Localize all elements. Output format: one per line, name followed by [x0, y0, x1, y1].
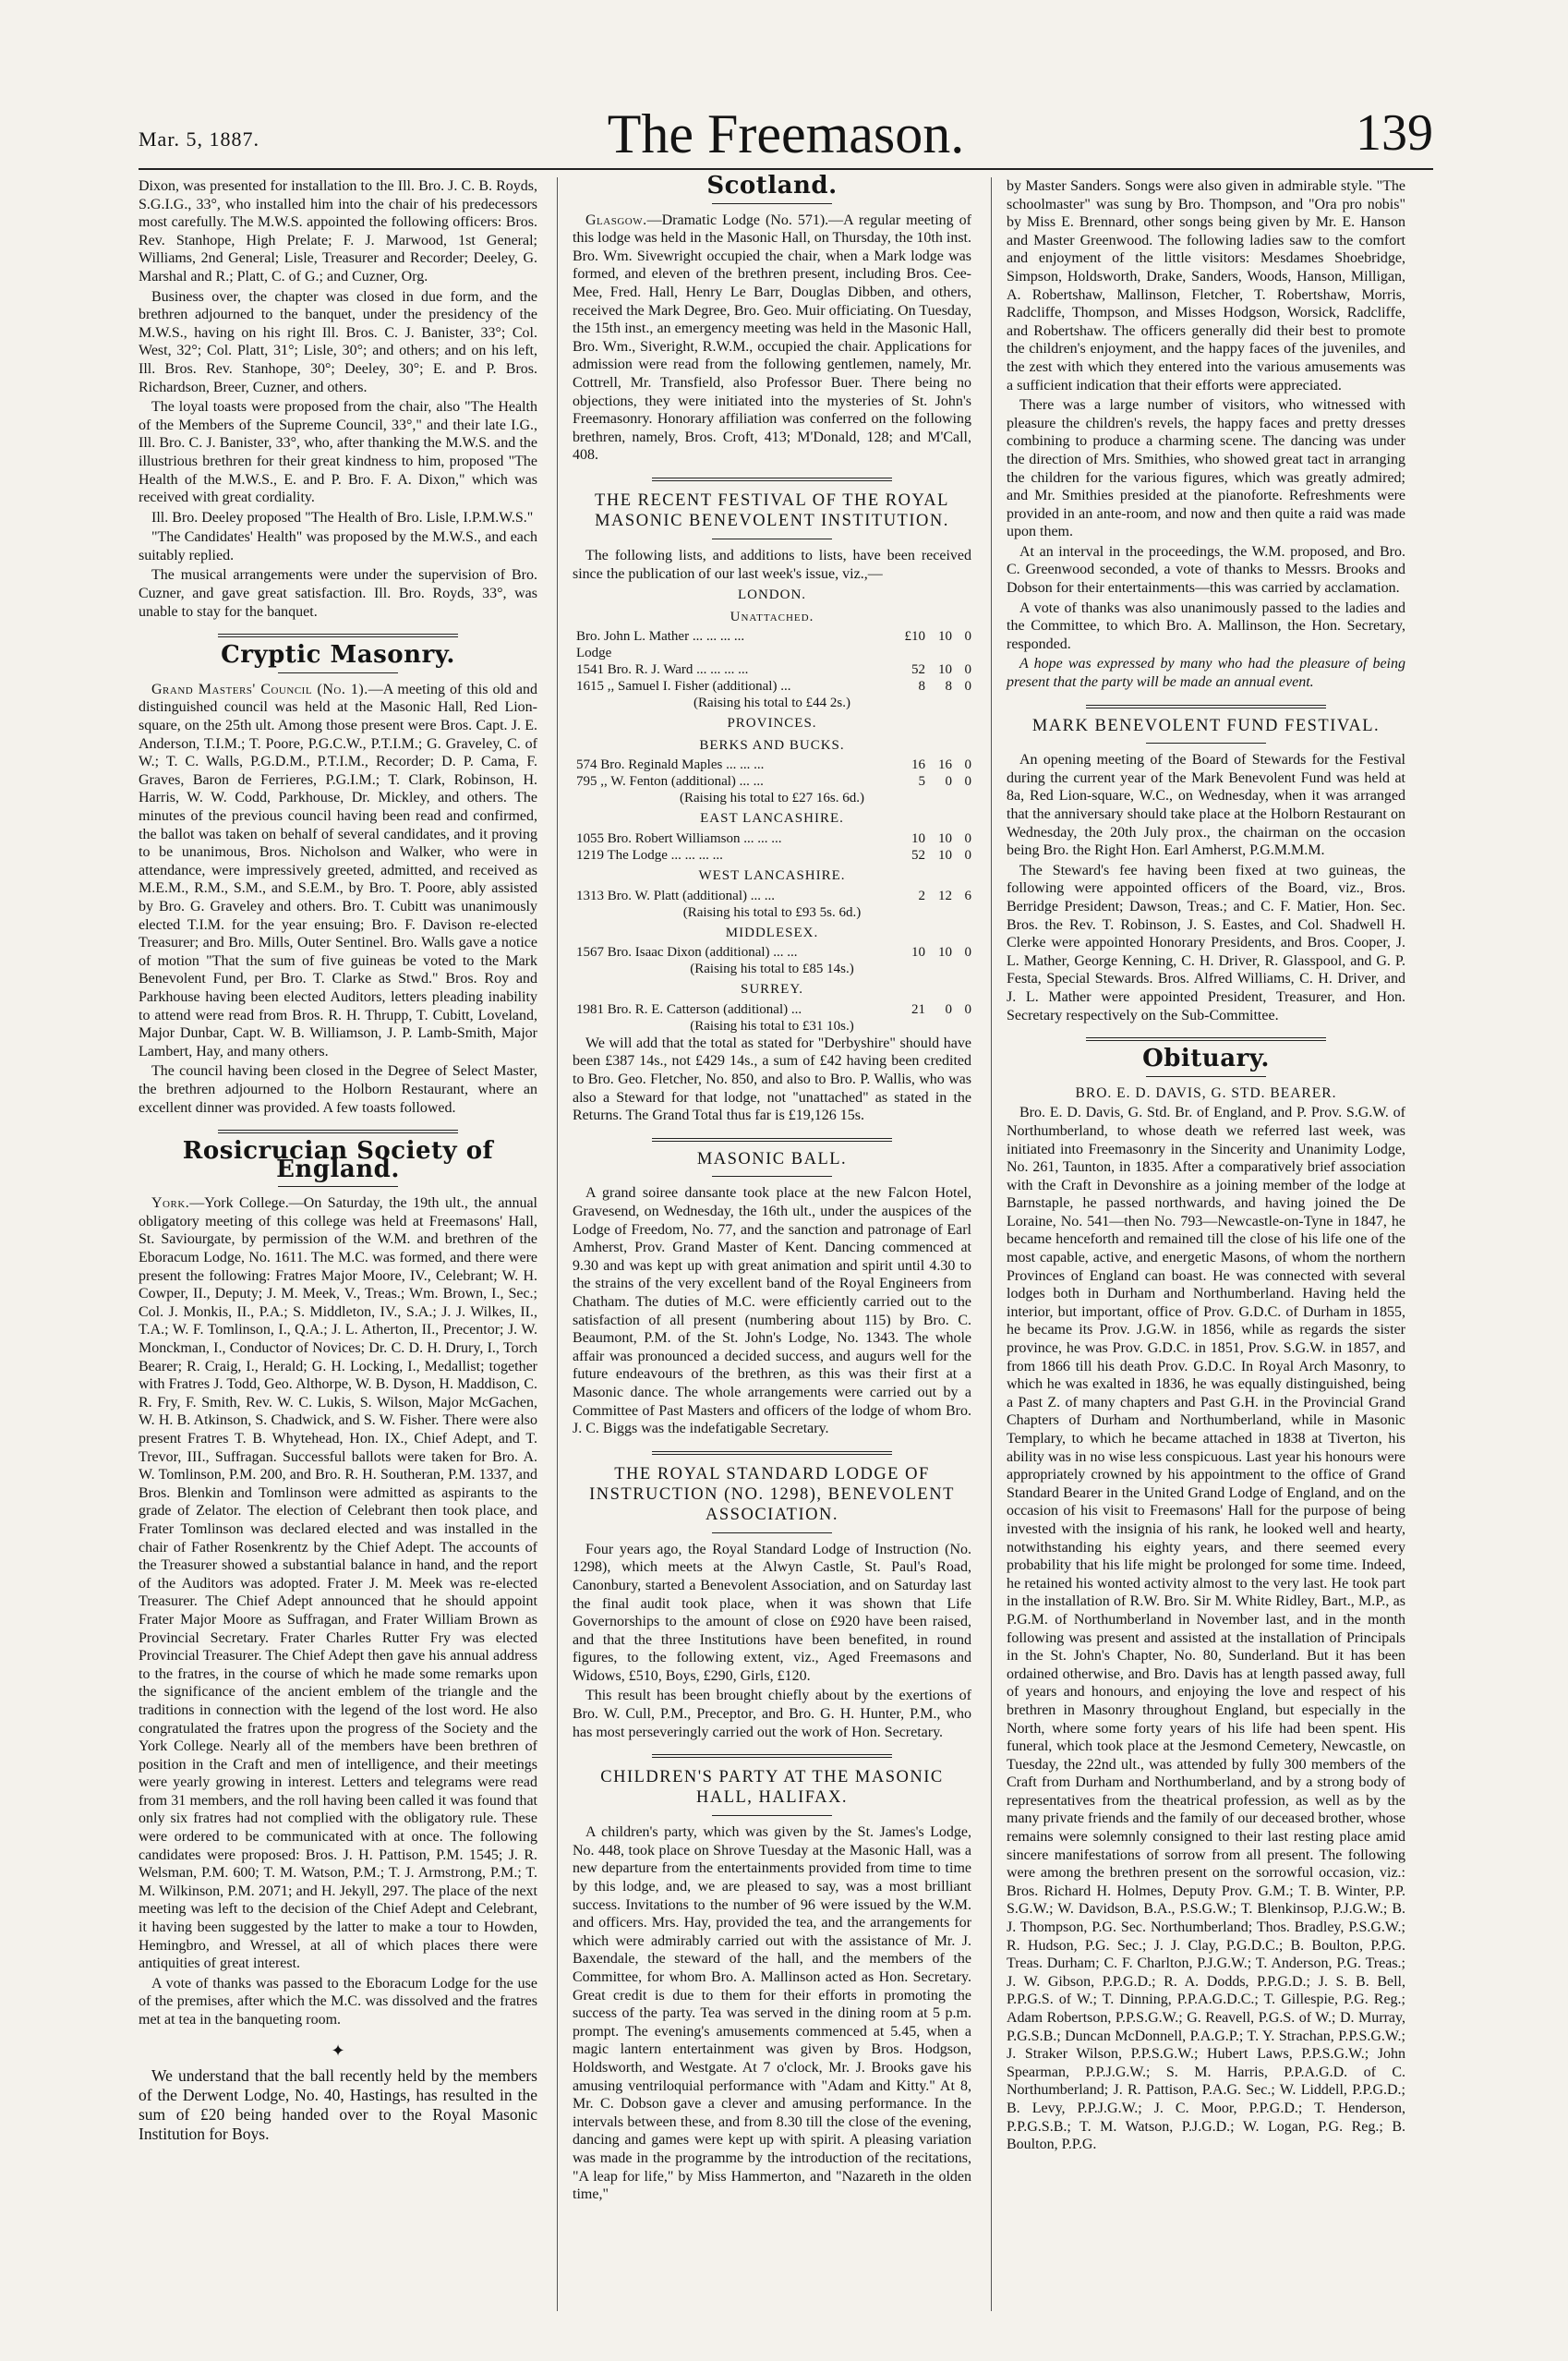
amount-shillings: 10: [938, 629, 952, 645]
subscription-amount: [896, 847, 971, 864]
paragraph: A grand soiree dansante took place at the new Falcon Hotel, Gravesend, on Wednesday, the 16th ult., under the auspices of the Lodge of Freedom, No. 77, and the sanction and patronage of Earl Amherst, Prov. Grand Master of Kent. Dancing commenced at 9.30 and was kept up with great animation and spirit until 4.30 to the strains of the very excellent band of the Royal Engineers from Chatham. The duties of M.C. were efficiently carried out to the satisfaction of all present (numbering about 115) by Bro. C. Beaumont, P.M. of the St. John's Lodge, No. 1343. The whole affair was pronounced a decided success, and augurs well for the future endeavours of the brethren, as this was their first at a Masonic dance. The whole arrangements were carried out by a Committee of Past Masters and officers of the lodge of whom Bro. J. C. Biggs was the indefatigable Secretary.: [573, 1185, 971, 1437]
section-divider: [1086, 705, 1326, 708]
amount-pence: 0: [964, 848, 971, 864]
raise-note: (Raising his total to £44 2s.): [694, 696, 850, 711]
title-rule: [712, 1815, 832, 1816]
amount-pence: 0: [964, 831, 971, 847]
subscriber-name: 1313 Bro. W. Platt (additional) ... ...: [576, 888, 775, 903]
title-rule: [278, 672, 398, 673]
paragraph: Dixon, was presented for installation to the Ill. Bro. J. C. B. Royds, S.G.I.G., 33°, who installed him into the chair of his predecessors most carefully. The M.W.S. appointed the following officers: Bros. Rev. Stanhope, High Prelate; F. J. Marwood, 1st General; Williams, 2nd General; Lisle, Treasurer and Recorder; Deeley, G. Marshal and R.; Platt, C. of G.; and Cuzner, Org.: [139, 178, 537, 285]
amount-pounds: 8: [918, 679, 925, 695]
section-divider: [652, 1138, 892, 1142]
subscriber-name: 1567 Bro. Isaac Dixon (additional) ... ...: [576, 945, 798, 961]
paragraph: There was a large number of visitors, who witnessed with pleasure the children's revels, the happy faces and pretty dresses combining to produce a charming scene. The dancing was under the direction of Mrs. Smithies, who showed great tact in arranging the children for the various figures, which was greatly admired; and Mr. Smithies presided at the pianoforte. Refreshments were provided in an ante-room, and now and then quite a raid was made upon them.: [1007, 397, 1405, 540]
amount-shillings: 10: [938, 831, 952, 847]
subscription-list: [573, 1001, 971, 1018]
amount-pounds: 2: [918, 888, 925, 903]
list-heading: MIDDLESEX.: [725, 925, 819, 940]
section-title-royal-standard: THE ROYAL STANDARD LODGE OF INSTRUCTION (NO. 1298), BENEVOLENT ASSOCIATION.: [589, 1464, 955, 1524]
amount-pence: 0: [964, 662, 971, 678]
paragraph: "The Candidates' Health" was proposed by the M.W.S., and each suitably replied.: [139, 529, 537, 563]
title-rule: [712, 203, 832, 204]
subscription-amount: [896, 628, 971, 645]
subscription-row: [573, 847, 971, 864]
paragraph: [139, 681, 537, 1060]
section-divider: [652, 1754, 892, 1758]
amount-shillings: 12: [938, 888, 952, 903]
paragraph: A vote of thanks was passed to the Eboracum Lodge for the use of the premises, after which the M.C. was dissolved and the fratres met at tea in the banqueting room.: [139, 1975, 537, 2028]
paragraph: A hope was expressed by many who had the pleasure of being present that the party will be made an annual event.: [1007, 656, 1405, 691]
paragraph: The Steward's fee having been fixed at two guineas, the following were appointed officers of the Board, viz., Bros. Berridge President; Dawson, Treas.; and C. F. Matier, Hon. Sec. Bros. the Rev. T. Robinson, J. S. Eastes, and Col. Shadwell H. Clerke were appointed Honorary Presidents, and Bros. Cooper, J. L. Mather, George Kenning, C. H. Driver, R. Glasspool, and G. P. Festa, Special Stewards. Bros. Alfred Williams, C. H. Driver, and J. L. Mather were appointed President, Treasurer, and Hon. Secretary respectively on the Sub-Committee.: [1007, 862, 1405, 1023]
list-heading: LONDON.: [737, 587, 807, 603]
paragraph: Business over, the chapter was closed in due form, and the brethren adjourned to the banquet, under the presidency of the M.W.S., having on his right Ill. Bros. C. J. Banister, 33°; Col. West, 32°; Col. Platt, 31°; Lisle, 30°; and others; and on his left, Ill. Bros. Rev. Stanhope, 30°; Deeley, 30°; E. and P. Bros. Richardson, Breer, Cuzner, and others.: [139, 288, 537, 395]
title-rule: [1146, 1076, 1266, 1077]
lodge-lede: York.: [151, 1195, 190, 1212]
amount-pounds: 16: [911, 757, 925, 773]
section-title-masonic-ball: MASONIC BALL.: [696, 1149, 848, 1168]
section-title-childrens-party: CHILDREN'S PARTY AT THE MASONIC HALL, HALIFAX.: [600, 1768, 944, 1808]
paragraph: [573, 212, 971, 465]
amount-pence: 0: [964, 679, 971, 695]
subscriber-name: 795 ,, W. Fenton (additional) ... ...: [576, 774, 764, 790]
paragraph: The council having been closed in the Degree of Select Master, the brethren adjourned to the Holborn Restaurant, where an excellent dinner was provided. A few toasts followed.: [139, 1063, 537, 1116]
section-divider: [652, 478, 892, 481]
paragraph: The following lists, and additions to lists, have been received since the publication of our last week's issue, viz.,—: [573, 547, 971, 582]
section-title-rosicrucian: Rosicrucian Society of England.: [182, 1137, 494, 1183]
subscription-row: [573, 661, 971, 678]
page-number: 139: [1356, 104, 1433, 162]
paragraph-text: —A meeting of this old and distinguished council was held at the Masonic Hall, Red Lion-square, on the 25th ult. Among those present were Bros. Capt. J. E. Anderson, T.I.M.; T. Poore, P.G.C.W., P.T.I.M.; G. Graveley, C. of W.; T. C. Walls, P.G.D.M., P.T.I.M., Recorder; D. P. Cama, F. Graves, Baron de Ferrieres, P.G.I.M.; T. Clark, Robinson, H. Harris, W. W. Codd, Parkhouse, Dr. Mickley, and others. The minutes of the previous council having been read and confirmed, the ballot was taken on behalf of several candidates, and it proving to be unanimous, Bros. Nicholson and Walker, who were in attendance, were impressively greeted, admitted, and received as M.E.M., R.M., S.M., and S.E.M., by Bro. T. Poore, ably assisted by Bro. G. Graveley and others. Bro. T. Cubitt was unanimously elected T.I.M. for the year ensuing; Bro. F. Davison re-elected Treasurer; and Bro. Mills, Outer Sentinel. Bro. Walls gave a notice of motion "That the sum of five guineas be voted to the Mark Benevolent Fund, per Bro. T. Clarke as Stwd." Bros. Roy and Parkhouse having been elected Auditors, letters pleading inability to attend were read from Bros. R. H. Thrupp, T. Cubitt, Loveland, Major Dunbar, Capt. W. B. Williamson, J. P. Lamb-Smith, Major Lambert, Hay, and many others.: [139, 681, 538, 1059]
amount-pounds: 10: [911, 945, 925, 961]
amount-pence: 0: [964, 757, 971, 773]
ornament: ✦: [331, 2040, 345, 2060]
subscriber-name: Lodge: [576, 646, 612, 661]
subscription-list: [573, 757, 971, 790]
subscription-amount: [896, 944, 971, 961]
amount-pounds: 10: [911, 831, 925, 847]
column-left: [139, 177, 537, 2144]
title-rule: [1146, 743, 1266, 744]
section-divider: [218, 1130, 458, 1133]
subscription-list: [573, 888, 971, 904]
title-rule: [712, 1532, 832, 1533]
paragraph-text: —Dramatic Lodge (No. 571).—A regular meeting of this lodge was held in the Masonic Hall, on Thursday, the 10th inst. Bro. Wm. Sivewright occupied the chair, when a Mark lodge was formed, and eleven of the brethren present, including Bros. Cee-Mee, Fred. Hall, Henry Le Barr, Douglas Dibben, and others, received the Mark Degree, Bro. Geo. Muir officiating. On Tuesday, the 15th inst., an emergency meeting was held in the Masonic Hall, Bro. Wm., Siveright, R.W.M., occupied the chair. Applications for admission were read from the following gentlemen, namely, Mr. Cottrell, Mr. Transfield, also Professor Buer. There being no objections, they were initiated into the mysteries of St. John's Freemasonry. Honorary affiliation was conferred on the following brethren, namely, Bros. Croft, 413; M'Donald, 128; and M'Call, 408.: [573, 212, 971, 464]
amount-shillings: 0: [945, 774, 952, 790]
amount-shillings: 10: [938, 945, 952, 961]
amount-pounds: 5: [918, 774, 925, 790]
amount-pence: 0: [964, 629, 971, 645]
amount-shillings: 10: [938, 662, 952, 678]
subscription-amount: [896, 773, 971, 790]
subscriber-name: 1055 Bro. Robert Williamson ... ... ...: [576, 831, 782, 847]
column-middle: [573, 172, 971, 2204]
paragraph: We understand that the ball recently held by the members of the Derwent Lodge, No. 40, Hastings, has resulted in the sum of £20 being handed over to the Royal Masonic Institution for Boys.: [139, 2065, 537, 2143]
section-divider: [218, 634, 458, 637]
subscription-row: [573, 678, 971, 695]
masthead: [139, 102, 1433, 166]
subscription-list: [573, 944, 971, 961]
subscriber-name: 1615 ,, Samuel I. Fisher (additional) ...: [576, 679, 791, 695]
amount-pounds: 21: [911, 1001, 925, 1017]
list-heading: WEST LANCASHIRE.: [698, 868, 846, 884]
lodge-lede: Glasgow.: [585, 212, 647, 228]
column-divider: [991, 177, 992, 2311]
subscription-amount: [896, 830, 971, 847]
section-divider: [1086, 1037, 1326, 1041]
amount-shillings: 16: [938, 757, 952, 773]
subscription-row: [573, 757, 971, 773]
list-heading: PROVINCES.: [727, 716, 817, 732]
paragraph: The loyal toasts were proposed from the chair, also "The Health of the Members of the Supreme Council, 33°," and their late I.G., Ill. Bro. C. J. Banister, 33°, who, after thanking the M.W.S. and the illustrious brethren for their great kindness to him, proposed "The Health of the M.W.S., E. and P. Bro. F. A. Dixon," which was received with great cordiality.: [139, 399, 537, 506]
amount-pounds: 52: [911, 848, 925, 864]
paragraph: At an interval in the proceedings, the W.M. proposed, and Bro. C. Greenwood seconded, a vote of thanks to Messrs. Brooks and Dobson for their entertainments—this was carried by acclamation.: [1007, 543, 1405, 597]
column-divider: [557, 177, 558, 2311]
subscription-list: [573, 628, 971, 695]
subscription-amount: [896, 757, 971, 773]
list-heading: SURREY.: [741, 982, 803, 998]
amount-pounds: £10: [904, 629, 925, 645]
paragraph: This result has been brought chiefly about by the exertions of Bro. W. Cull, P.M., Preceptor, and Bro. G. H. Hunter, P.M., who has most perseveringly carried out the work of Hon. Secretary.: [573, 1688, 971, 1740]
section-title-obituary: Obituary.: [1142, 1045, 1270, 1073]
subscription-row: [573, 1001, 971, 1018]
paragraph: The musical arrangements were under the supervision of Bro. Cuzner, and gave great satisfaction. Ill. Bro. Royds, 33°, was unable to stay for the banquet.: [139, 567, 537, 620]
raise-note: (Raising his total to £93 5s. 6d.): [682, 904, 862, 920]
list-heading: EAST LANCASHIRE.: [700, 811, 844, 827]
paragraph: We will add that the total as stated for "Derbyshire" should have been £387 14s., not £429 14s., a sum of £42 having been credited to Bro. Geo. Fletcher, No. 850, and also to Bro. P. Wallis, who was also a Steward for that lodge, not "unattached" as stated in the Returns. The Grand Total thus far is £19,126 15s.: [573, 1035, 971, 1124]
amount-pence: 0: [964, 774, 971, 790]
list-heading: BERKS AND BUCKS.: [699, 737, 845, 753]
subscription-row: [573, 628, 971, 645]
subscription-list: [573, 830, 971, 864]
raise-note: (Raising his total to £27 16s. 6d.): [680, 791, 864, 806]
paragraph: A vote of thanks was also unanimously passed to the ladies and the Committee, to which Bro. A. Mallinson, the Hon. Secretary, responded.: [1007, 599, 1405, 652]
subscription-amount: [896, 661, 971, 678]
column-right: [1007, 177, 1405, 2154]
subscription-row: [573, 773, 971, 790]
raise-note: (Raising his total to £31 10s.): [690, 1018, 854, 1034]
subscription-amount: [896, 678, 971, 695]
section-title-scotland: Scotland.: [706, 172, 838, 200]
amount-shillings: 8: [945, 679, 952, 695]
issue-date: Mar. 5, 1887.: [139, 127, 259, 151]
title-rule: [712, 1176, 832, 1177]
list-heading: Unattached.: [730, 609, 814, 624]
section-title-mark-benevolent: MARK BENEVOLENT FUND FESTIVAL.: [1031, 716, 1381, 735]
raise-note: (Raising his total to £85 14s.): [690, 962, 854, 977]
paragraph: Bro. E. D. Davis, G. Std. Br. of England, and P. Prov. S.G.W. of Northumberland, to whose death we referred last week, was initiated into Freemasonry in the Sincerity and Unanimity Lodge, No. 261, Taunton, in 1835. After a comparatively brief association with the Craft in Devonshire as a joining member of the lodge at Barnstaple, he passed northwards, and having joined the De Loraine, No. 541—then No. 793—Newcastle-on-Tyne in 1847, he became henceforth and remained till the close of his life one of the most capable, active, and energetic Masons, of whom the northern Provinces of England can boast. He was connected with several lodges both in Durham and Northumberland. Having held the interior, but important, office of Prov. G.D.C. of Durham in 1855, he became its Prov. J.G.W. in 1856, while as regards the sister province, he was Prov. G.D.C. in 1851, Prov. S.G.W. in 1857, and from 1866 till his death Prov. G.D.C. In Royal Arch Masonry, to which he was exalted in 1836, he was equally distinguished, being a Past Z. of many chapters and Past G.H. in the Provincial Grand Chapters of Durham and Northumberland, while in Masonic Templary, to which he became attached in 1838 at Tiverton, his ability was in no wise less conspicuous. Last year his honours were appropriately crowned by his appointment to the office of Grand Standard Bearer in the United Grand Lodge of England, and on the occasion of his visit to Freemasons' Hall for the purpose of being invested with the insignia of his rank, he looked well and hearty, notwithstanding his eighty years, and there seemed every probability that his life might be prolonged for some time. Indeed, he retained his wonted activity almost to the very last. He took part in the installation of R.W. Bro. Sir M. White Ridley, Bart., M.P., as P.G.M. of Northumberland in November last, and in the month following was present and assisted at the installation of Principals in the St. John's Chapter, No. 80, Sunderland. But it has been ordained otherwise, and Bro. Davis has at length passed away, full of years and honours, and enjoying the love and respect of his brethren in Masonry throughout England, but especially in the North, where some forty years of his life had been spent. His funeral, which took place at the Jesmond Cemetery, Newcastle, on Tuesday, the 22nd ult., was attended by fully 300 members of the Craft from Durham and Northumberland, and by a strong body of representatives from the theatrical profession, as well as by the many private friends and the family of our deceased brother, whose remains were solemnly consigned to their last resting place amid sincere manifestations of sorrow from all present. The following were among the brethren present on the sorrowful occasion, viz.: Bros. Richard H. Holmes, Deputy Prov. G.M.; T. B. Winter, P.P. S.G.W.; W. Davidson, B.A., P.S.G.W.; T. Blenkinsop, P.J.G.W.; B. J. Thompson, P.G. Sec. Northumberland; Thos. Bradley, P.S.G.W.; R. Hudson, P.G. Sec.; J. J. Clay, P.G.D.C.; B. Boulton, P.P.G. Treas. Durham; C. F. Charlton, P.J.G.W.; T. Anderson, P.G. Treas.; J. W. Gibson, P.P.G.D.; R. A. Dodds, P.P.G.D.; J. S. B. Bell, P.P.G.S. of W.; T. Dinning, P.P.A.G.D.C.; T. Gillespie, P.G. Reg.; Adam Robertson, P.P.S.G.W.; G. Reavell, P.G.S. of W.; D. Murray, P.G.S.B.; Duncan McDonnell, P.A.G.P.; T. Y. Strachan, P.P.S.G.W.; J. Straker Wilson, P.P.S.G.W.; Hubert Laws, P.P.S.G.W.; John Spearman, P.P.J.G.W.; S. M. Harris, P.P.A.G.D. of C. Northumberland; J. R. Pattison, P.A.G. Sec.; W. Liddell, P.P.G.D.; B. Levy, P.P.J.G.W.; J. C. Moor, P.P.G.D.; T. Henderson, P.P.G.S.B.; T. M. Watson, P.J.G.D.; W. Logan, P.G. Reg.; B. Boulton, P.P.G.: [1007, 1105, 1405, 2153]
subscription-row: [573, 944, 971, 961]
subscriber-name: Bro. John L. Mather ... ... ... ...: [576, 629, 745, 645]
paragraph-text: —York College.—On Saturday, the 19th ult., the annual obligatory meeting of this college was held at Freemasons' Hall, St. Saviourgate, by permission of the W.M. and brethren of the Eboracum Lodge, No. 1611. The M.C. was formed, and there were present the following: Fratres Major Moore, IV., Celebrant; W. H. Cowper, II., Deputy; J. M. Meek, V., Treas.; Wm. Brown, I., Sec.; Col. J. Monkis, II., P.A.; S. Middleton, IV., S.A.; J. J. Wilkes, II., T.A.; W. F. Tomlinson, I., Q.A.; J. L. Atherton, II., Precentor; J. W. Monckman, I., Conductor of Novices; Dr. C. D. H. Drury, I., Torch Bearer; R. Craig, I., Herald; G. H. Locking, I., Medallist; together with Fratres J. Todd, Geo. Althorpe, W. B. Dyson, H. Maddison, C. R. Fry, F. Smith, Rev. W. C. Lukis, S. Wilson, Major McGachen, W. H. B. Atkinson, S. Chadwick, and S. W. Fisher. There were also present Fratres T. B. Whytehead, Hon. IX., Chief Adept, and T. Trevor, III., Suffragan. Successful ballots were taken for Bro. A. W. Tomlinson, P.M. 200, and Bro. R. H. Southeran, P.M. 1337, and Bros. Blenkin and Tomlinson were admitted as aspirants to the grade of Zelator. The election of Celebrant then took place, and Frater Tomlinson was declared elected and was installed in the chair of Father Rosenkrentz by the Chief Adept. The accounts of the Treasurer showed a substantial balance in hand, and the report of the Auditors was adopted. Frater J. M. Meek was re-elected Treasurer. The Chief Adept announced that he should appoint Frater Major Moore as Suffragan, and Frater William Brown as Provincial Secretary. Frater Charles Rutter Fry was elected Provincial Treasurer. The Chief Adept then gave his annual address to the fratres, in the course of which he made some remarks upon the significance of the ancient emblem of the triangle and the traditions in connection with the legend of the lost word. He also congratulated the fratres upon the progress of the Society and the York College. Nearly all of the members have been brethren of position in the Craft and men of intelligence, and their meetings were yearly growing in interest. Letters and telegrams were read from 31 members, and the roll having been called it was found that only six fratres had not complied with the obligatory rule. These were ordered to be communicated with at once. The following candidates were proposed: Bros. J. H. Pattison, P.M. 1545; J. R. Welsman, P.M. 600; T. M. Watson, P.M.; T. J. Armstrong, P.M.; T. M. Wilkinson, P.M. 2071; and H. Jekyll, 297. The place of the next meeting was left to the decision of the Chief Adept and Celebrant, it having been suggested by the latter to make a tour to Howden, Hemingbro, and Wressel, at all of which places there were antiquities of great interest.: [139, 1195, 537, 1972]
amount-pence: 0: [964, 945, 971, 961]
subscription-row: [573, 830, 971, 847]
subscription-amount: [896, 1001, 971, 1018]
paragraph: by Master Sanders. Songs were also given in admirable style. "The schoolmaster" was sung by Bro. Thompson, and "Ora pro nobis" by Miss E. Brennard, other songs being given by Mr. E. Hanson and Master Greenwood. The following ladies saw to the comfort and enjoyment of the little visitors: Mesdames Shoebridge, Simpson, Holdsworth, Drake, Sanders, Woods, Hanson, Milligan, A. Robertshaw, Mallinson, Fletcher, T. Robertshaw, Morris, Radcliffe, Thompson, and Misses Hodgson, Worsick, Radcliffe, and Robertshaw. The officers generally did their best to promote the children's enjoyment, and the happy faces of the juveniles, and the zest with which they entered into the various amusements was a sufficient indication that their efforts were appreciated.: [1007, 178, 1405, 394]
paragraph: An opening meeting of the Board of Stewards for the Festival during the current year of the Mark Benevolent Fund was held at 8a, Red Lion-square, W.C., on Wednesday, when it was arranged that the anniversary should take place at the Holborn Restaurant on Wednesday, the 20th July prox., the chairman on the occasion being Bro. the Right Hon. Earl Amherst, P.G.M.M.M.: [1007, 752, 1405, 859]
subscriber-name: 574 Bro. Reginald Maples ... ... ...: [576, 757, 765, 773]
subscription-row: [573, 888, 971, 904]
subscriber-name: 1981 Bro. R. E. Catterson (additional) ...: [576, 1001, 802, 1017]
masthead-rule: [139, 168, 1433, 170]
obituary-subject: BRO. E. D. DAVIS, G. STD. BEARER.: [1075, 1084, 1337, 1101]
lodge-lede: Grand Masters' Council (No. 1).: [151, 681, 368, 697]
amount-pence: 6: [964, 888, 971, 903]
amount-shillings: 10: [938, 848, 952, 864]
paragraph: [139, 1194, 537, 1973]
amount-shillings: 0: [945, 1001, 952, 1017]
amount-pounds: 52: [911, 662, 925, 678]
subscription-amount: [896, 888, 971, 904]
amount-pence: 0: [964, 1001, 971, 1017]
paragraph: A children's party, which was given by the St. James's Lodge, No. 448, took place on Shrove Tuesday at the Masonic Hall, was a new departure from the entertainments provided from time to time by this lodge, and, we are pleased to say, was a most brilliant success. Invitations to the number of 96 were issued by the W.M. and officers. Mrs. Hay, provided the tea, and the arrangements for which were admirably carried out with the assistance of Mr. J. Baxendale, the steward of the hall, and the members of the Committee, for whom Bro. A. Mallinson acted as Hon. Secretary. Great credit is due to them for their efforts in promoting the success of the party. Tea was served in the dining room at 5 p.m. prompt. The evening's amusements commenced at 5.45, when a magic lantern entertainment was given by Bros. Hodgson, Holdsworth, and Westgate. At 7 o'clock, Mr. J. Brooks gave his amusing ventriloquial performance with "Adam and Kitty." At 8, Mr. C. Dobson gave a clever and amusing performance. In the intervals between these, and from 8.30 till the close of the evening, dancing and games were kept up with spirit. A pleasing variation was made in the programme by the introduction of the recitations, "A leap for life," by Miss Hammerton, and "Nazareth in the olden time,": [573, 1824, 971, 2203]
section-divider: [652, 1451, 892, 1455]
subscriber-name: 1219 The Lodge ... ... ... ...: [576, 848, 723, 864]
paragraph: Four years ago, the Royal Standard Lodge of Instruction (No. 1298), which meets at the Alwyn Castle, St. Paul's Road, Canonbury, started a Benevolent Association, and on Saturday last the final audit took place, when it was shown that Life Governorships to the amount of close on £920 have been raised, and that the three Institutions have been benefited, in round figures, to the following extent, viz., Aged Freemasons and Widows, £510, Boys, £290, Girls, £120.: [573, 1541, 971, 1684]
section-title-rmbi: THE RECENT FESTIVAL OF THE ROYAL MASONIC BENEVOLENT INSTITUTION.: [595, 490, 949, 530]
subscriber-name: 1541 Bro. R. J. Ward ... ... ... ...: [576, 662, 749, 678]
subscription-row: [573, 645, 971, 661]
publication-title: The Freemason.: [607, 103, 965, 164]
section-title-cryptic-masonry: Cryptic Masonry.: [221, 641, 455, 670]
title-rule: [278, 1186, 398, 1187]
paragraph: Ill. Bro. Deeley proposed "The Health of Bro. Lisle, I.P.M.W.S.": [151, 509, 534, 526]
